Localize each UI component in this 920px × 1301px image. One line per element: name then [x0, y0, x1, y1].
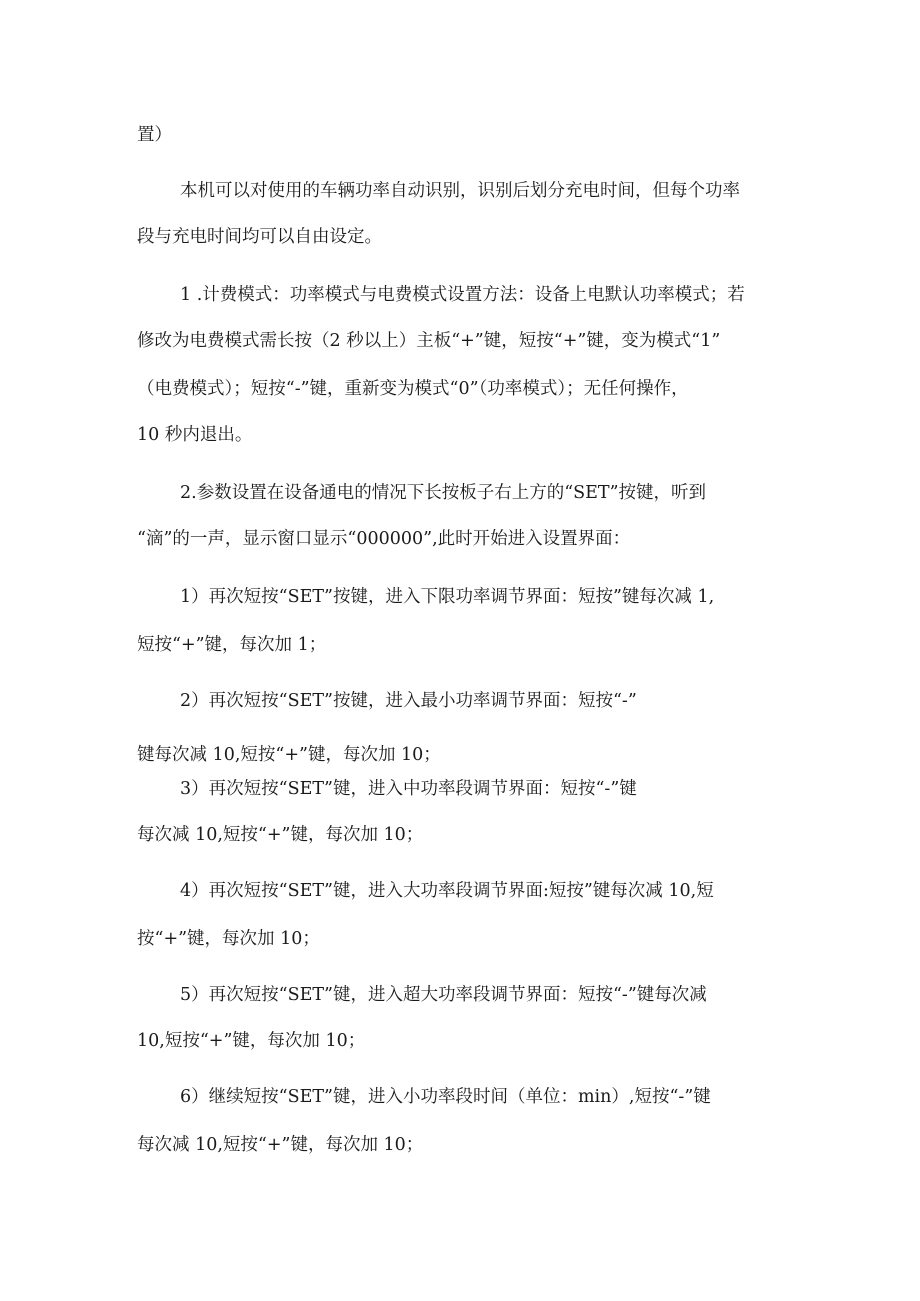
text-line: “滴”的一声，显示窗口显示“000000”,此时开始进入设置界面：: [137, 529, 631, 549]
text-line: 5）再次短按“SET”键，进入超大功率段调节界面：短按“-”键每次减: [180, 985, 707, 1005]
text-line: 段与充电时间均可以自由设定。: [137, 227, 382, 247]
text-line: 按“+”键，每次加 10；: [137, 929, 320, 949]
text-line: 短按“+”键，每次加 1；: [137, 635, 327, 655]
text-line: 每次减 10,短按“+”键，每次加 10；: [137, 1135, 424, 1155]
text-line: 修改为电费模式需长按（2 秒以上）主板“+”键，短按“+”键，变为模式“1”: [137, 331, 721, 351]
text-line: 2）再次短按“SET”按键，进入最小功率调节界面：短按“-”: [180, 691, 637, 711]
text-line: 本机可以对使用的车辆功率自动识别，识别后划分充电时间，但每个功率: [180, 181, 740, 201]
text-line: 10 秒内退出。: [137, 425, 253, 445]
text-line: 2.参数设置在设备通电的情况下长按板子右上方的“SET”按键，听到: [180, 483, 707, 503]
text-line: 3）再次短按“SET”键，进入中功率段调节界面：短按“-”键: [180, 779, 637, 799]
text-line: 置）: [137, 125, 172, 145]
text-line: 键每次减 10,短按“+”键，每次加 10；: [137, 745, 441, 765]
text-line: （电费模式）；短按“-”键，重新变为模式“0”（功率模式）；无任何操作，: [137, 379, 689, 399]
text-line: 4）再次短按“SET”键，进入大功率段调节界面:短按”键每次减 10,短: [180, 881, 714, 901]
text-line: 1）再次短按“SET”按键，进入下限功率调节界面：短按”键每次减 1,: [180, 587, 715, 607]
text-line: 1 .计费模式：功率模式与电费模式设置方法：设备上电默认功率模式；若: [180, 285, 745, 305]
text-line: 10,短按“+”键，每次加 10；: [137, 1031, 366, 1051]
text-line: 6）继续短按“SET”键，进入小功率段时间（单位：min）,短按“-”键: [180, 1087, 711, 1107]
text-line: 每次减 10,短按“+”键，每次加 10；: [137, 825, 424, 845]
